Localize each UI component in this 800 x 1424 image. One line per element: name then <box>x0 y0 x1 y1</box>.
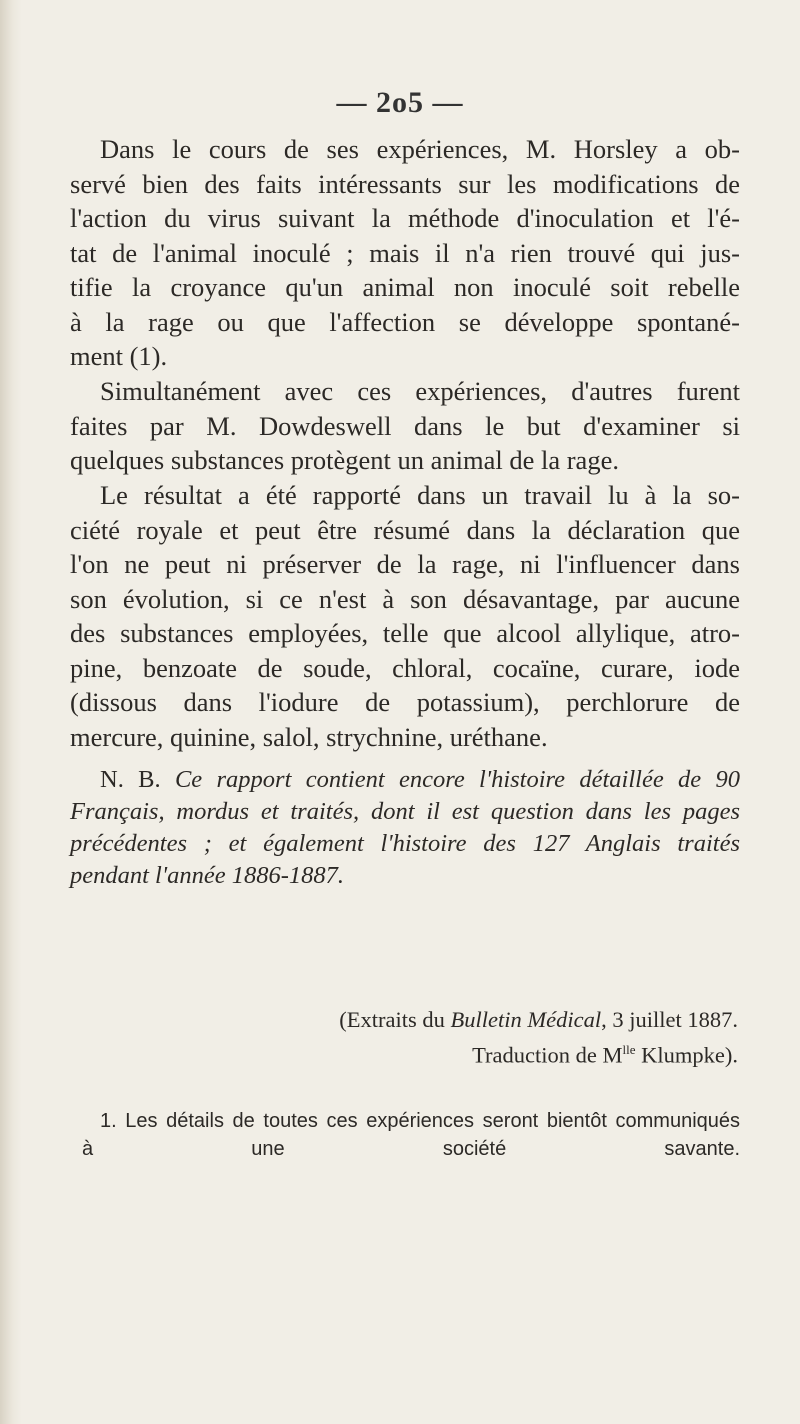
paragraph-1 <box>70 132 740 374</box>
nota-bene-text: Ce rapport contient encore l'histoire détaillée de 90 <box>160 766 740 793</box>
translator-line <box>339 1035 738 1071</box>
translator-name: Klumpke). <box>635 1042 738 1068</box>
footnote <box>82 1107 740 1163</box>
text-line: l'action du virus suivant la méthode d'inoculation et l'é- <box>70 203 740 233</box>
text-line: mercure, quinine, salol, strychnine, uréthane. <box>70 721 548 752</box>
nota-bene <box>70 764 740 892</box>
text-line: faites par M. Dowdeswell dans le but d'examiner si <box>70 410 740 441</box>
text-line: pendant l'année 1886-1887. <box>70 862 345 889</box>
text-line: Simultanément avec ces expériences, d'autres furent <box>100 376 740 406</box>
footnote-line: 1. Les détails de toutes ces expériences seront bientôt communiqués <box>100 1110 740 1132</box>
text-line: tifie la croyance qu'un animal non inoculé soit rebelle <box>70 272 740 302</box>
text-line: Français, mordus et traités, dont il est question dans les pages <box>70 798 740 825</box>
paragraph-2 <box>70 374 740 478</box>
page-number: — 2o5 — <box>336 86 464 119</box>
source-citation <box>339 1005 738 1071</box>
text-line: ciété royale et peut être résumé dans la déclaration que <box>70 514 740 545</box>
citation-prefix: (Extraits du <box>339 1007 451 1032</box>
citation-date: , 3 juillet 1887. <box>601 1007 738 1032</box>
journal-title: Bulletin Médical <box>450 1007 602 1032</box>
text-line: son évolution, si ce n'est à son désavantage, par aucune <box>70 583 740 614</box>
text-line: quelques substances protègent un animal de la rage. <box>70 445 619 475</box>
paragraph-3 <box>70 478 740 754</box>
text-line: l'on ne peut ni préserver de la rage, ni l'influencer dans <box>70 549 740 579</box>
footnote-line: à une société savante. <box>82 1138 740 1160</box>
text-line: (dissous dans l'iodure de potassium), perchlorure de <box>70 687 740 717</box>
text-line: pine, benzoate de soude, chloral, cocaïne, curare, iode <box>70 652 740 683</box>
text-line: à la rage ou que l'affection se développe spontané- <box>70 306 740 337</box>
text-line: précédentes ; et également l'histoire des 127 Anglais traités <box>70 830 740 857</box>
nota-bene-prefix: N. B. <box>100 766 161 793</box>
text-line: Dans le cours de ses expériences, M. Horsley a ob- <box>100 134 740 164</box>
text-line: servé bien des faits intéressants sur les modifications de <box>70 168 740 199</box>
text-line: ment (1). <box>70 341 168 371</box>
text-line: tat de l'animal inoculé ; mais il n'a rien trouvé qui jus- <box>70 237 740 268</box>
text-line: Le résultat a été rapporté dans un travail lu à la so- <box>100 480 740 510</box>
text-line <box>70 764 740 796</box>
page-edge <box>0 0 22 1424</box>
text-line: des substances employées, telle que alcool allylique, atro- <box>70 618 740 648</box>
translator-title-sup: lle <box>622 1042 636 1057</box>
citation-line <box>339 1005 738 1035</box>
translator-prefix: Traduction de M <box>472 1042 623 1068</box>
